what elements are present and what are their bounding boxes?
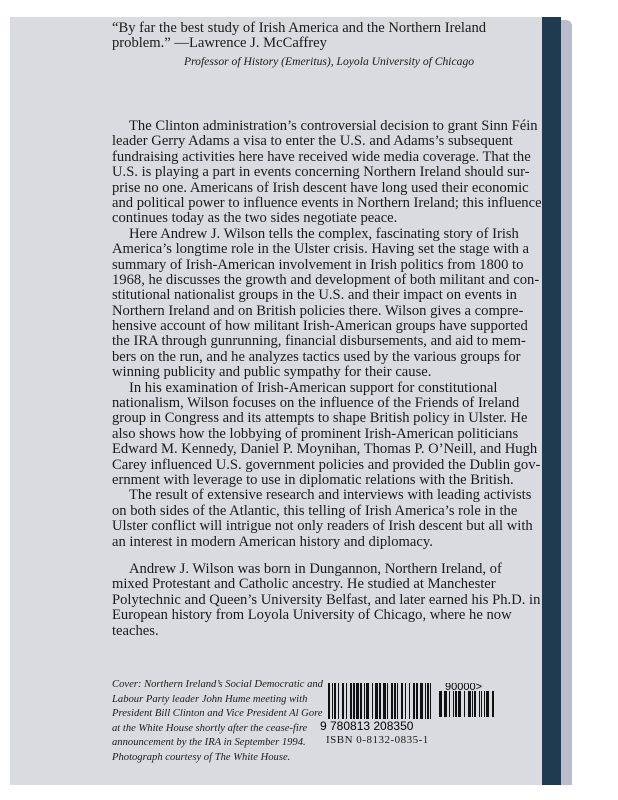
barcode-bar <box>472 691 473 717</box>
isbn-barcode <box>320 683 505 733</box>
barcode-bar <box>486 691 489 717</box>
barcode-bar <box>439 691 442 717</box>
text-line: European history from Loyola University of Chicago, where he now <box>112 607 512 624</box>
quote-attribution: Professor of History (Emeritus), Loyola University of Chicago <box>184 55 475 68</box>
barcode-bar <box>455 691 457 717</box>
text-line: nationalism, Wilson focuses on the influence of the Friends of Ireland <box>112 395 520 412</box>
quote-line: “By far the best study of Irish America and the Northern Ireland <box>112 20 487 36</box>
text-line: continues today as the two sides negotiate peace. <box>112 210 398 227</box>
barcode-bar <box>420 683 423 719</box>
barcode-bar <box>360 683 362 719</box>
barcode-bar <box>479 691 480 717</box>
caption-line: Labour Party leader John Hume meeting with <box>112 693 308 705</box>
text-line: Edward M. Kennedy, Daniel P. Moynihan, Thomas P. O’Neill, and Hugh <box>112 441 538 458</box>
barcode-bar <box>342 683 344 719</box>
text-line: and political power to influence events in Northern Ireland; this influence <box>112 194 542 211</box>
text-line: ernment with leverage to use in diplomatic relations with the British. <box>112 471 514 488</box>
barcode-bar <box>332 683 333 719</box>
text-line: hensive account of how militant Irish-American groups have supported <box>112 318 528 335</box>
text-line: teaches. <box>112 622 159 639</box>
barcode-bar <box>383 683 386 719</box>
caption-line: President Bill Clinton and Vice President Al Gore <box>112 708 323 720</box>
text-line: stitutional nationalist groups in the U.S. and their impact on events in <box>112 287 517 304</box>
barcode-bar <box>391 683 393 719</box>
text-line: Northern Ireland and on British policies there. Wilson gives a compre- <box>112 302 524 319</box>
barcode-bar <box>425 683 426 719</box>
caption-line: at the White House shortly after the cease-fire <box>112 722 308 734</box>
barcode-bar <box>353 683 355 719</box>
text-line: winning publicity and public sympathy for their cause. <box>112 364 432 381</box>
barcode-bar <box>328 683 330 719</box>
text-line: on both sides of the Atlantic, this telling of Irish America’s role in the <box>112 502 518 519</box>
barcode-bar <box>366 683 369 719</box>
text-line: Carey influenced U.S. government policies and provided the Dublin gov- <box>112 456 541 473</box>
text-line: U.S. is playing a part in events concerning Northern Ireland should sur- <box>112 164 530 181</box>
description-paragraph <box>112 487 533 550</box>
barcode-bar <box>413 683 415 719</box>
barcode-bar <box>387 683 388 719</box>
quote-line: problem.” —Lawrence J. McCaffrey <box>112 35 327 52</box>
description-paragraph <box>112 225 540 381</box>
description-paragraph <box>112 379 541 489</box>
barcode-bar <box>492 691 494 717</box>
cover-caption <box>112 678 323 766</box>
barcode-bar <box>481 691 482 717</box>
text-line: bers on the run, and he analyzes tactics used by the various groups for <box>112 348 521 365</box>
barcode-bar <box>405 683 406 719</box>
barcode-bar <box>427 683 429 719</box>
text-line: America’s longtime role in the Ulster crisis. Having set the stage with a <box>112 241 530 258</box>
barcode-bar <box>416 683 418 719</box>
barcode-bar <box>430 683 431 719</box>
barcode-bar <box>350 683 352 719</box>
barcode-bar <box>394 683 396 719</box>
text-line: 1968, he discusses the growth and development of both militant and con- <box>112 271 540 288</box>
barcode-bar <box>449 691 450 717</box>
barcode-bar <box>468 691 471 717</box>
text-line: summary of Irish-American involvement in Irish politics from 1800 to <box>112 256 524 273</box>
text-line: Andrew J. Wilson was born in Dungannon, Northern Ireland, of <box>129 560 502 577</box>
text-line: Here Andrew J. Wilson tells the complex, fascinating story of Irish <box>129 225 519 242</box>
text-line: leader Gerry Adams a visa to enter the U.S. and Adams’s subsequent <box>112 133 513 150</box>
barcode-bar <box>338 683 339 719</box>
barcode-bar <box>409 683 410 719</box>
caption-line: Photograph courtesy of The White House. <box>112 751 291 763</box>
barcode-bar <box>356 683 359 719</box>
description-body <box>112 118 542 639</box>
barcode-bar <box>464 691 465 717</box>
text-line: fundraising activities here have received wide media coverage. That the <box>112 148 531 165</box>
barcode-bar <box>484 691 485 717</box>
barcode-bar <box>346 683 347 719</box>
barcode-bar <box>334 683 336 719</box>
text-line: mixed Protestant and Catholic ancestry. He studied at Manchester <box>112 576 496 593</box>
author-bio <box>112 560 541 639</box>
barcode-bar <box>453 691 454 717</box>
barcode-bar <box>444 691 447 717</box>
barcode-bar <box>375 683 378 719</box>
text-line: an interest in modern American history and diplomacy. <box>112 533 433 550</box>
barcode-bar <box>474 691 476 717</box>
isbn-text: ISBN 0-8132-0835-1 <box>326 734 429 746</box>
barcode-bar <box>372 683 373 719</box>
text-line: Polytechnic and Queen’s University Belfast, and later earned his Ph.D. in <box>112 591 541 608</box>
blurb-quote <box>112 20 487 52</box>
text-line: The Clinton administration’s controversial decision to grant Sinn Féin <box>129 118 538 134</box>
text-line: also shows how the lobbying of prominent Irish-American politicians <box>112 425 519 442</box>
barcode-bar <box>379 683 381 719</box>
barcode-bar <box>458 691 461 717</box>
description-paragraph <box>112 118 542 227</box>
caption-line: announcement by the IRA in September 1994. <box>112 737 306 749</box>
caption-line: Cover: Northern Ireland’s Social Democratic and <box>112 679 323 690</box>
barcode-addon: 90000> <box>445 683 483 693</box>
text-line: prise no one. Americans of Irish descent have long used their economic <box>112 179 529 196</box>
text-line: group in Congress and its attempts to shape British policy in Ulster. He <box>112 410 528 427</box>
barcode-bar <box>364 683 365 719</box>
barcode-digits: 9 780813 208350 <box>320 719 414 733</box>
text-line: the IRA through gunrunning, financial disbursements, and aid to mem- <box>112 333 526 350</box>
text-line: Ulster conflict will intrigue not only readers of Irish descent but all with <box>112 518 533 535</box>
spine-band <box>542 17 561 785</box>
text-line: The result of extensive research and interviews with leading activists <box>129 487 532 504</box>
barcode-bar <box>401 683 403 719</box>
barcode-bar <box>397 683 398 719</box>
text-line: In his examination of Irish-American support for constitutional <box>129 379 498 396</box>
spine-edge <box>561 20 572 785</box>
